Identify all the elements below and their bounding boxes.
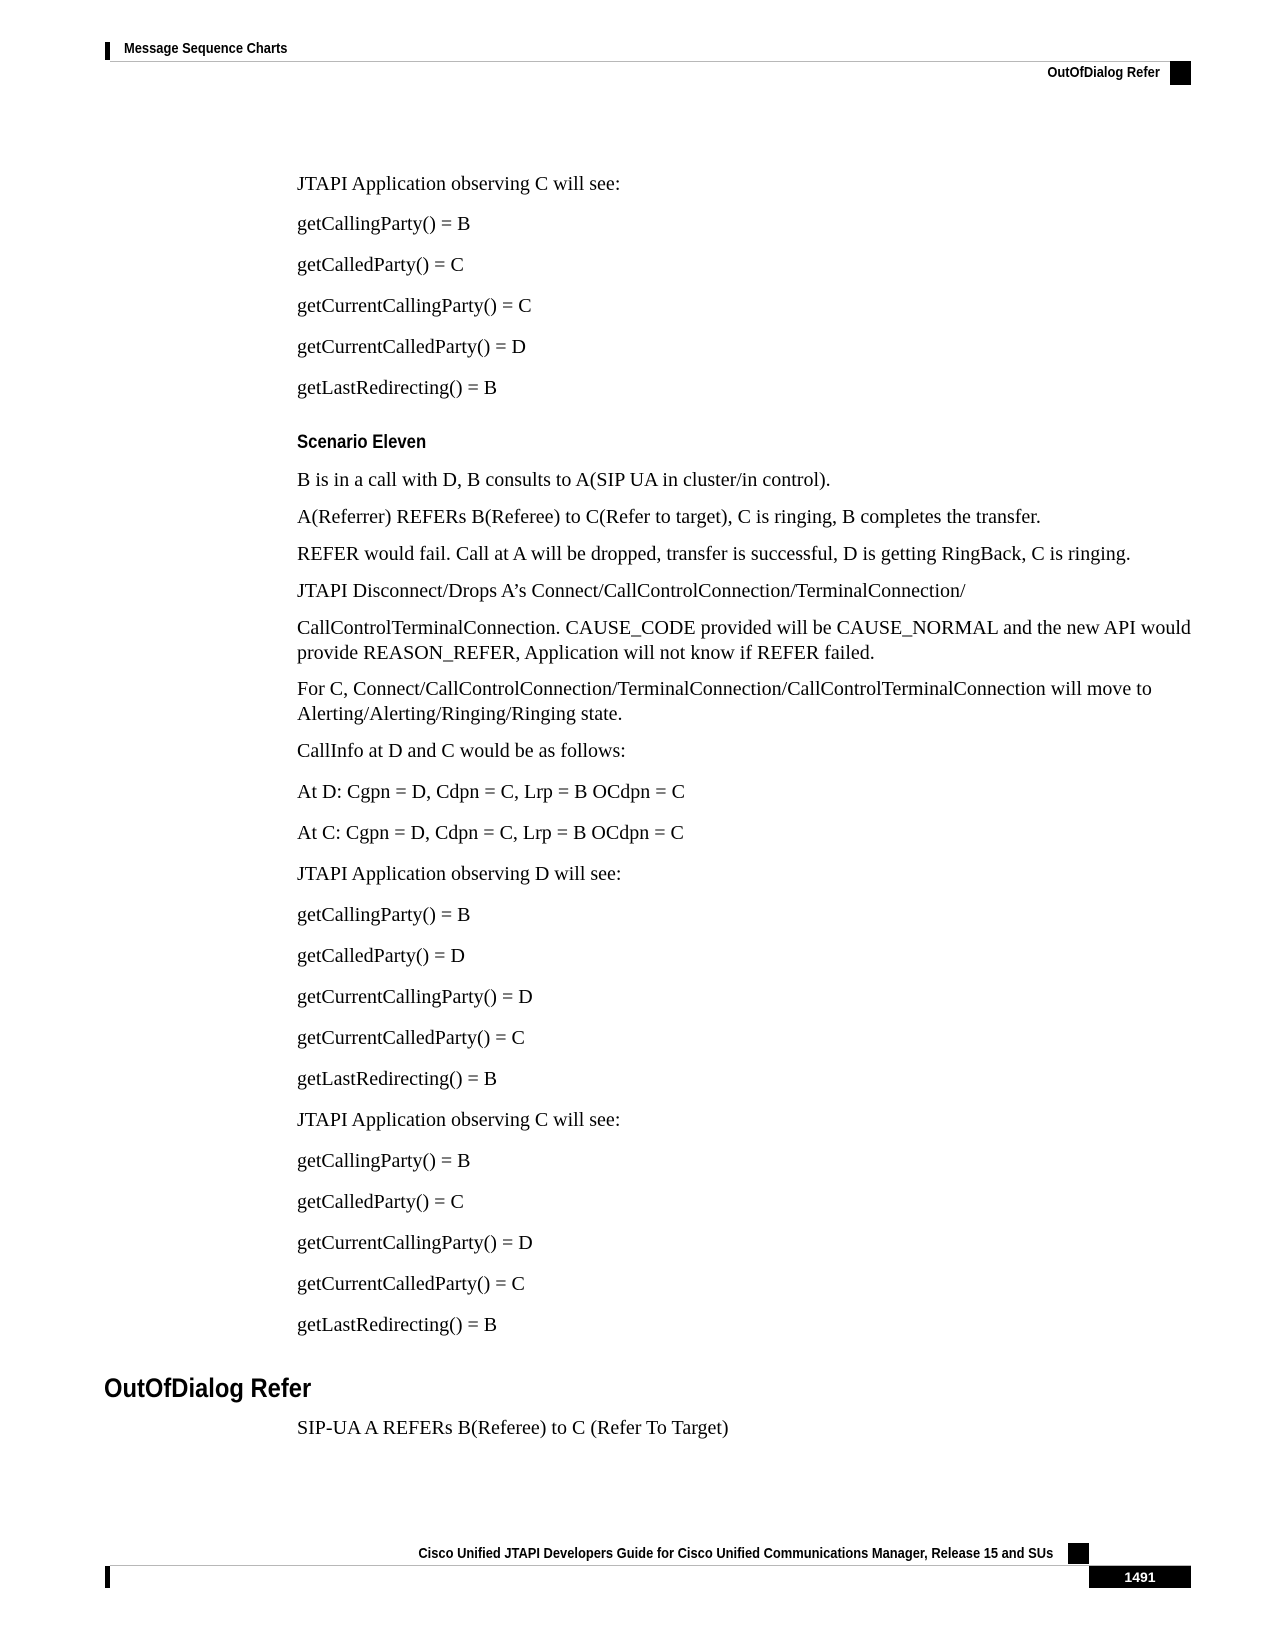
body-line: getLastRedirecting() = B	[297, 377, 498, 399]
body-line: getCurrentCalledParty() = C	[297, 1027, 525, 1049]
paragraph: REFER would fail. Call at A will be dropped, transfer is successful, D is getting RingBack, C is ringing.	[297, 543, 1131, 565]
body-line: getCallingParty() = B	[297, 1150, 471, 1172]
running-header-topic: OutOfDialog Refer	[1047, 64, 1160, 81]
body-line: getCallingParty() = B	[297, 213, 471, 235]
paragraph: A(Referrer) REFERs B(Referee) to C(Refer to target), C is ringing, B completes the transfer.	[297, 506, 1041, 528]
body-line: getCalledParty() = C	[297, 254, 464, 276]
paragraph: JTAPI Application observing C will see:	[297, 1109, 621, 1131]
body-line: getCallingParty() = B	[297, 904, 471, 926]
subsection-heading: Scenario Eleven	[297, 432, 427, 453]
body-line: getCurrentCallingParty() = D	[297, 986, 533, 1008]
body-line: getLastRedirecting() = B	[297, 1068, 498, 1090]
body-line: getCurrentCalledParty() = C	[297, 1273, 525, 1295]
paragraph: SIP-UA A REFERs B(Referee) to C (Refer To Target)	[297, 1417, 729, 1439]
paragraph: JTAPI Application observing D will see:	[297, 863, 622, 885]
paragraph: B is in a call with D, B consults to A(SIP UA in cluster/in control).	[297, 469, 831, 491]
body-line: getLastRedirecting() = B	[297, 1314, 498, 1336]
body-line: JTAPI Application observing C will see:	[297, 173, 621, 195]
body-line: getCalledParty() = C	[297, 1191, 464, 1213]
paragraph: For C, Connect/CallControlConnection/TerminalConnection/CallControlTerminalConnection will move to Alerting/Alerting/Ringing/Ringing state.	[297, 678, 1152, 725]
page-number: 1491	[1089, 1566, 1191, 1588]
footer-rule	[110, 1565, 1191, 1566]
body-line: getCalledParty() = D	[297, 945, 465, 967]
callinfo-line: At C: Cgpn = D, Cdpn = C, Lrp = B OCdpn = C	[297, 822, 684, 844]
paragraph: JTAPI Disconnect/Drops A’s Connect/CallControlConnection/TerminalConnection/	[297, 580, 966, 602]
header-left-bar	[105, 42, 110, 60]
paragraph: CallInfo at D and C would be as follows:	[297, 740, 626, 762]
callinfo-line: At D: Cgpn = D, Cdpn = C, Lrp = B OCdpn = C	[297, 781, 685, 803]
body-line: getCurrentCallingParty() = D	[297, 1232, 533, 1254]
running-header-section: Message Sequence Charts	[124, 40, 288, 57]
footer-square	[1068, 1543, 1089, 1564]
footer-guide-title: Cisco Unified JTAPI Developers Guide for Cisco Unified Communications Manager, Release 15 and SUs	[418, 1545, 1053, 1562]
section-heading: OutOfDialog Refer	[104, 1373, 312, 1403]
body-line: getCurrentCallingParty() = C	[297, 295, 532, 317]
paragraph: CallControlTerminalConnection. CAUSE_CODE provided will be CAUSE_NORMAL and the new API would provide REASON_REFER, Application will not know if REFER failed.	[297, 617, 1191, 664]
body-line: getCurrentCalledParty() = D	[297, 336, 526, 358]
header-right-block	[1170, 61, 1191, 85]
footer-left-bar	[105, 1566, 110, 1588]
header-rule	[110, 61, 1191, 62]
